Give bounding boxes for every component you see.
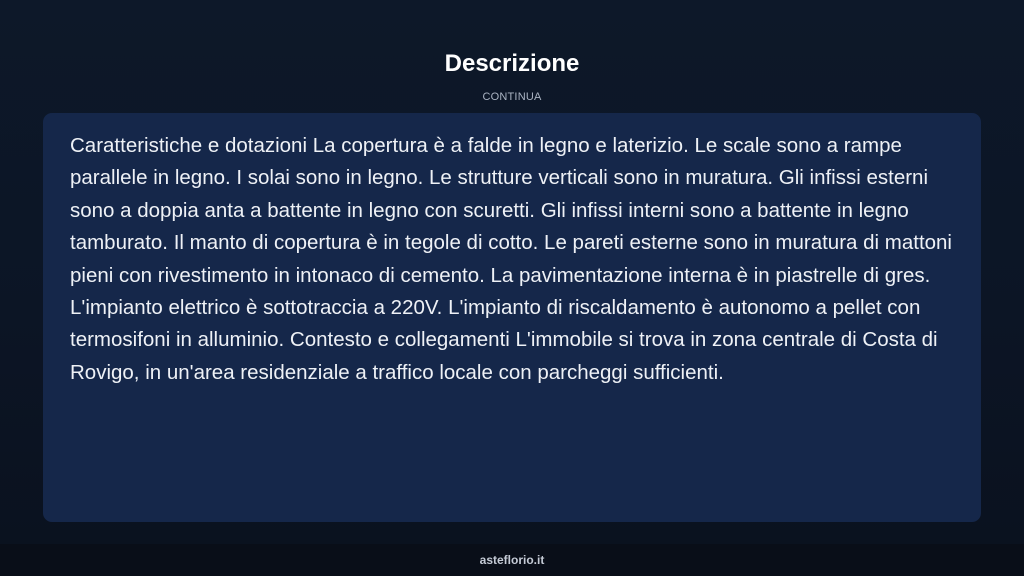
description-card [43,113,981,522]
footer-bar [0,544,1024,576]
page-header [0,48,1024,104]
description-text: Caratteristiche e dotazioni La copertura è a falde in legno e laterizio. Le scale sono a rampe parallele in legno. I solai sono in legno. Le strutture verticali sono in muratura. Gli infissi esterni sono a doppia anta a battente in legno con scuretti. Gli infissi interni sono a battente in legno tamburato. Il manto di copertura è in tegole di cotto. Le pareti esterne sono in muratura di mattoni pieni con rivestimento in intonaco di cemento. La pavimentazione interna è in piastrelle di gres. L'impianto elettrico è sottotraccia a 220V. L'impianto di riscaldamento è autonomo a pellet con termosifoni in alluminio. Contesto e collegamenti L'immobile si trova in zona centrale di Costa di Rovigo, in un'area residenziale a traffico locale con parcheggi sufficienti. [70,134,952,384]
footer-site-label: asteflorio.it [479,553,545,567]
continua-label: CONTINUA [482,91,542,103]
page-title: Descrizione [444,50,580,77]
